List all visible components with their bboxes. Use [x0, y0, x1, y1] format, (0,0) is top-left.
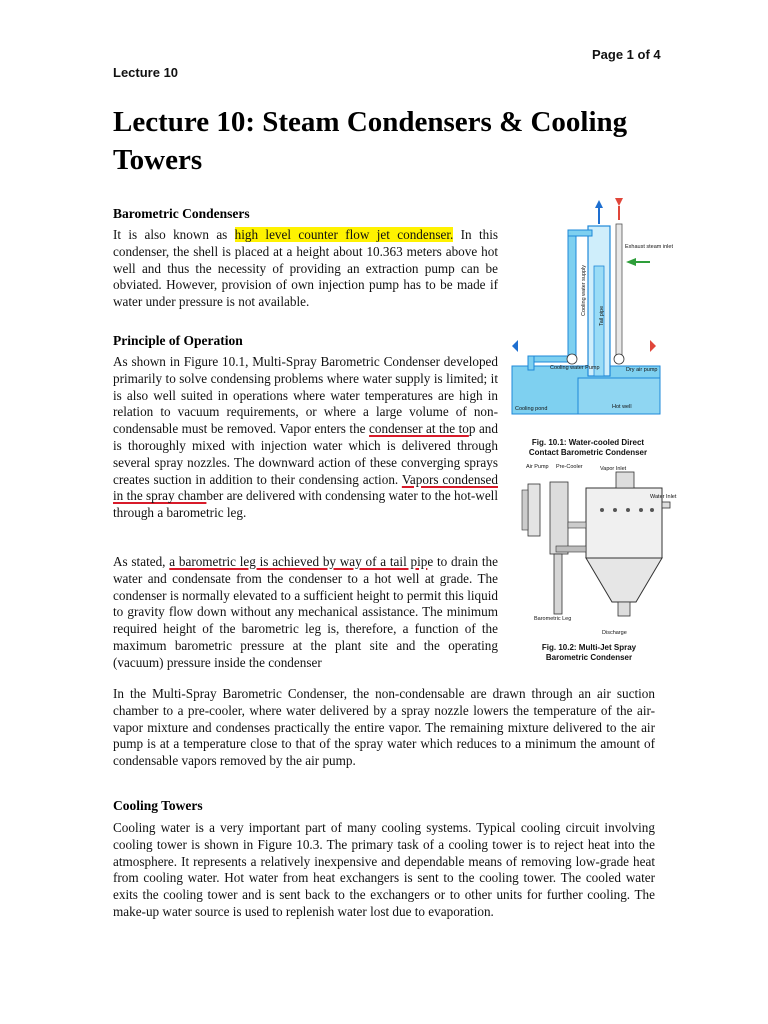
page-indicator: Page 1 of 4: [592, 47, 661, 62]
label-cooling-water-pump: Cooling water Pump: [550, 365, 600, 371]
label-tail-pipe: Tail pipe: [599, 305, 605, 326]
text-run: It is also known as: [113, 227, 235, 242]
label-exhaust-steam: Exhaust steam inlet: [625, 244, 673, 250]
air-pump-shape: [528, 484, 540, 536]
figure-caption-10-1: Fig. 10.1: Water-cooled Direct Contact Barometric Condenser: [528, 438, 648, 457]
pre-cooler-shape: [550, 482, 568, 554]
section-heading-principle: Principle of Operation: [113, 333, 243, 348]
underlined-text: Vapors condensed in the spray cham: [113, 471, 498, 504]
barometric-leg-shape: [554, 554, 562, 614]
dry-air-pump-icon: [614, 354, 624, 364]
steam-arrow-icon: [626, 258, 636, 266]
underlined-text: a barometric leg is achieved by way of a tail pip: [169, 554, 428, 569]
label-discharge: Discharge: [602, 630, 627, 636]
condenser-cone: [586, 558, 662, 602]
label-dry-air-pump: Dry air pump: [626, 367, 658, 373]
label-pre-cooler: Pre-Cooler: [556, 464, 583, 470]
text-run: As stated,: [113, 554, 170, 569]
highlighted-text: high level counter flow jet condenser.: [234, 227, 454, 242]
text-run: As shown in Figure 10.1, Multi-Spray Barometric Condenser developed primarily to solve condensing problems where water supply is limited; it is also well suited in operations where water temperatures are high in relation to vacuum requirements, or where a large volume of non-condensable must be removed. Vapor enters the: [113, 354, 498, 437]
text-run: e to drain the water and condensate from the condenser to a hot well at grade. The condenser is normally elevated to a sufficient height to permit this liquid to gravity flow down without any mechanical assistance. The minimum required height of the barometric leg is, therefore, a function of the maximum barometric pressure at the plant site and the operating (vacuum) pressure inside the condenser: [113, 554, 498, 670]
label-cooling-pond: Cooling pond: [515, 406, 548, 412]
label-hot-well: Hot well: [612, 404, 632, 410]
water-pump-icon: [567, 354, 577, 364]
up-arrow-icon: [595, 200, 603, 208]
text-run: ber are delivered with condensing water to the hot-well through a barometric leg.: [113, 488, 498, 521]
paragraph-cooling-towers: Cooling water is a very important part of many cooling systems. Typical cooling circuit involving cooling tower is shown in Figure 10.3. The primary task of a cooling tower is to reject heat into the atmosphere. It represents a relatively inexpensive and dependable means of removing low-grade heat from cooling water. Hot water from heat exchangers is sent to the cooling tower. The cooled water exits the cooling tower and is sent back to the exchangers or to other units for further cooling. The make-up water source is used to replenish water lost due to evaporation.: [113, 820, 655, 919]
lecture-label: Lecture 10: [113, 65, 179, 80]
label-air-pump: Air Pump: [526, 464, 549, 470]
label-water-inlet: Water Inlet: [650, 494, 677, 500]
label-barometric-leg: Barometric Leg: [534, 616, 572, 622]
down-arrow-icon: [615, 198, 623, 206]
page-title: Lecture 10: Steam Condensers & Cooling Towers: [113, 106, 628, 176]
figure-multi-jet-condenser-diagram: [512, 462, 677, 640]
paragraph-multi-spray: In the Multi-Spray Barometric Condenser, the non-condensable are drawn through an air suction chamber to a pre-cooler, where water delivered by a spray nozzle lowers the temperature of the air-vapor mixture and condenses practically the entire vapor. The remaining mixture delivered to the air pump is at a temperature close to that of the spray water which reduces to a minimum the amount of condensable vapors removed by the air pump.: [113, 686, 655, 769]
section-heading-barometric: Barometric Condensers: [113, 206, 250, 221]
section-heading-cooling: Cooling Towers: [113, 798, 203, 813]
label-vapor-inlet: Vapor Inlet: [600, 466, 627, 472]
text-run: In this condenser, the shell is placed at a height about 10.363 meters above hot well and thus the necessity of providing an extraction pump can be obviated. However, provision of own injection pump has to be made if water under pressure is not available.: [113, 227, 498, 310]
figure-barometric-condenser-diagram: [508, 196, 673, 418]
air-pipe: [616, 224, 622, 358]
text-run: p and is thoroughly mixed with injection water which is delivered through several spray nozzles. The downward action of these converging sprays creates suction in addition to their condensing action.: [113, 421, 498, 487]
underlined-text: condenser at the to: [369, 421, 469, 437]
paragraph-barometric-intro: [113, 227, 498, 311]
paragraph-principle: [113, 354, 498, 522]
paragraph-barometric-leg: [113, 554, 498, 672]
label-cooling-water-supply: Cooling water supply: [581, 264, 587, 316]
supply-pipe: [568, 230, 576, 360]
figure-caption-10-2: Fig. 10.2: Multi-Jet Spray Barometric Condenser: [541, 643, 637, 662]
